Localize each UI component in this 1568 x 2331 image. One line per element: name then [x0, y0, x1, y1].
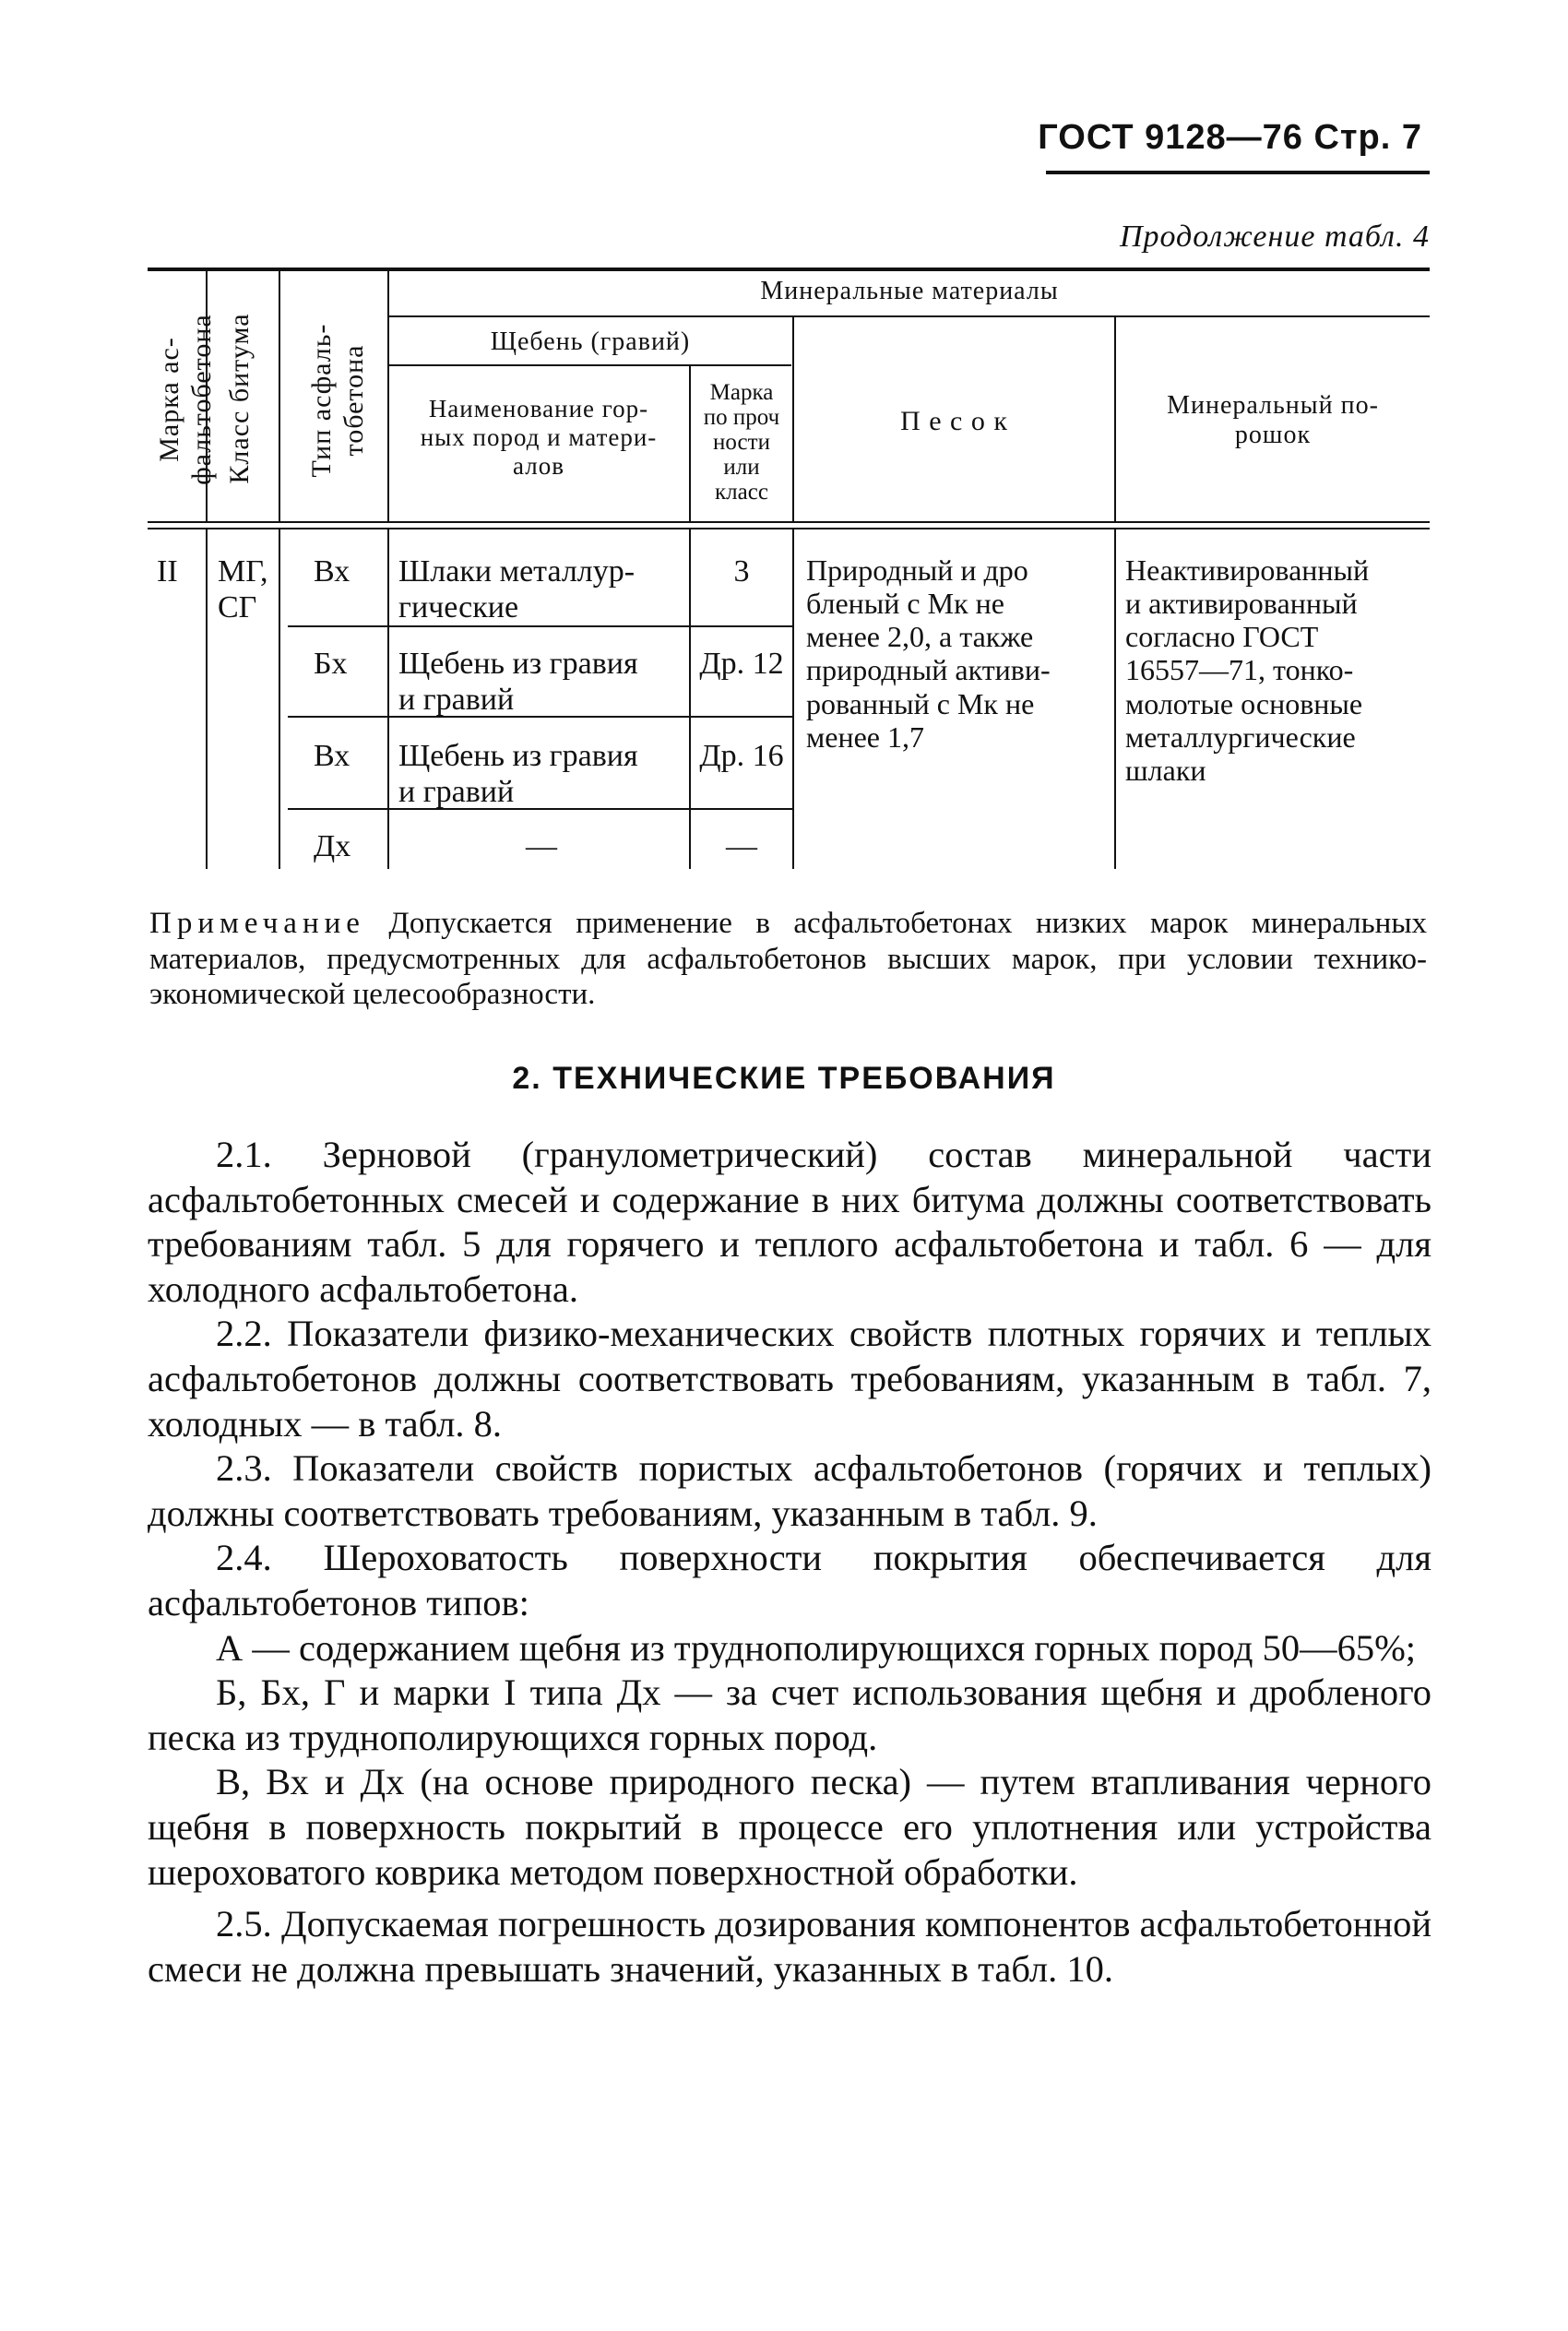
- paragraph: 2.3. Показатели свойств пористых асфальтобетонов (горячих и теплых) должны соответствовать требованиям, указанным в табл. 9.: [148, 1447, 1431, 1534]
- cell-type: Вх: [314, 739, 350, 773]
- header-strength-grade: Марка по проч ности или класс: [703, 380, 780, 505]
- cell-bitumen-class: МГ, СГ: [218, 554, 268, 625]
- section-body: [148, 1133, 1431, 1992]
- cell-rock: Щебень из гравия и гравий: [398, 739, 638, 810]
- table-vrule: [792, 529, 794, 869]
- paragraph: Б, Бх, Г и марки I типа Дх — за счет использования щебня и дробленого песка из труднополирующихся горных пород.: [148, 1671, 1431, 1758]
- paragraph: 2.1. Зерновой (гранулометрический) состав минеральной части асфальтобетонных смесей и содержание в них битума должны соответствовать требованиям табл. 5 для горячего и теплого асфальтобетона и табл. 6 — для холодного асфальтобетона.: [148, 1134, 1431, 1310]
- cell-mineral-powder: Неактивированный и активированный согласно ГОСТ 16557—71, тонко- молотые основные металлургические шлаки: [1125, 553, 1370, 787]
- table-rule-minerals: [387, 315, 1430, 317]
- cell-sand: Природный и дро бленый с Мк не менее 2,0, а также природный активи- рованный с Мк не менее 1,7: [806, 553, 1051, 754]
- header-bitumen-class: Класс битума: [224, 313, 255, 484]
- header-sand: П е с о к: [900, 406, 1008, 436]
- cell-rock: Шлаки металлур- гические: [398, 554, 636, 625]
- table-vrule: [387, 271, 389, 522]
- paragraph: 2.5. Допускаемая погрешность дозирования компонентов асфальтобетонной смеси не должна превышать значений, указанных в табл. 10.: [148, 1903, 1431, 1990]
- paragraph: 2.2. Показатели физико-механических свойств плотных горячих и теплых асфальтобетонов должны соответствовать требованиям, указанным в табл. 7, холодных — в табл. 8.: [148, 1313, 1431, 1445]
- header-crushed-stone: Щебень (гравий): [490, 327, 691, 356]
- cell-rock: —: [526, 829, 557, 863]
- cell-grade: Др. 16: [699, 739, 784, 773]
- table-vrule: [279, 529, 280, 869]
- section-title: 2. ТЕХНИЧЕСКИЕ ТРЕБОВАНИЯ: [512, 1061, 1056, 1096]
- paragraph: 2.4. Шероховатость поверхности покрытия обеспечивается для асфальтобетонов типов:: [148, 1537, 1431, 1623]
- note-text: Допускается применение в асфальтобетонах низких марок минеральных материалов, предусмотренных для асфальтобетонов высших марок, при условии технико-экономической целесообразности.: [149, 907, 1427, 1012]
- table-continuation-label: Продолжение табл. 4: [1119, 220, 1430, 254]
- header-mineral-materials: Минеральные материалы: [760, 277, 1059, 305]
- note-lead: Примечание: [149, 907, 365, 940]
- table-vrule: [206, 529, 208, 869]
- cell-rock: Щебень из гравия и гравий: [398, 647, 638, 718]
- header-mineral-powder: Минеральный по- рошок: [1167, 391, 1379, 450]
- header-type: Тип асфаль- тобетона: [306, 323, 369, 478]
- header-rule: [1046, 171, 1430, 174]
- cell-grade: —: [726, 829, 757, 863]
- paragraph: В, Вх и Дх (на основе природного песка) — путем втапливания черного щебня в поверхность покрытий в процессе его уплотнения или устройства шероховатого коврика методом поверхностной обработки.: [148, 1761, 1431, 1893]
- cell-type: Вх: [314, 554, 350, 589]
- table-vrule: [279, 271, 280, 522]
- paragraph: А — содержанием щебня из труднополирующихся горных пород 50—65%;: [216, 1626, 1417, 1669]
- cell-type: Бх: [314, 647, 348, 681]
- table-top-rule: [148, 268, 1430, 271]
- table-head-rule-2: [148, 528, 1430, 529]
- table-vrule: [1114, 529, 1116, 869]
- cell-grade: 3: [733, 554, 750, 589]
- table-rule-crushed: [387, 364, 791, 366]
- table-vrule: [387, 529, 389, 869]
- cell-type: Дх: [314, 829, 351, 863]
- header-brand: Марка ас- фальтобетона: [154, 314, 217, 485]
- table-note: [149, 906, 1427, 1013]
- document-reference: ГОСТ 9128—76 Стр. 7: [1038, 118, 1422, 157]
- cell-grade: Др. 12: [699, 647, 784, 681]
- cell-brand: II: [157, 554, 178, 589]
- header-rock-names: Наименование гор- ных пород и матери- алов: [420, 395, 658, 481]
